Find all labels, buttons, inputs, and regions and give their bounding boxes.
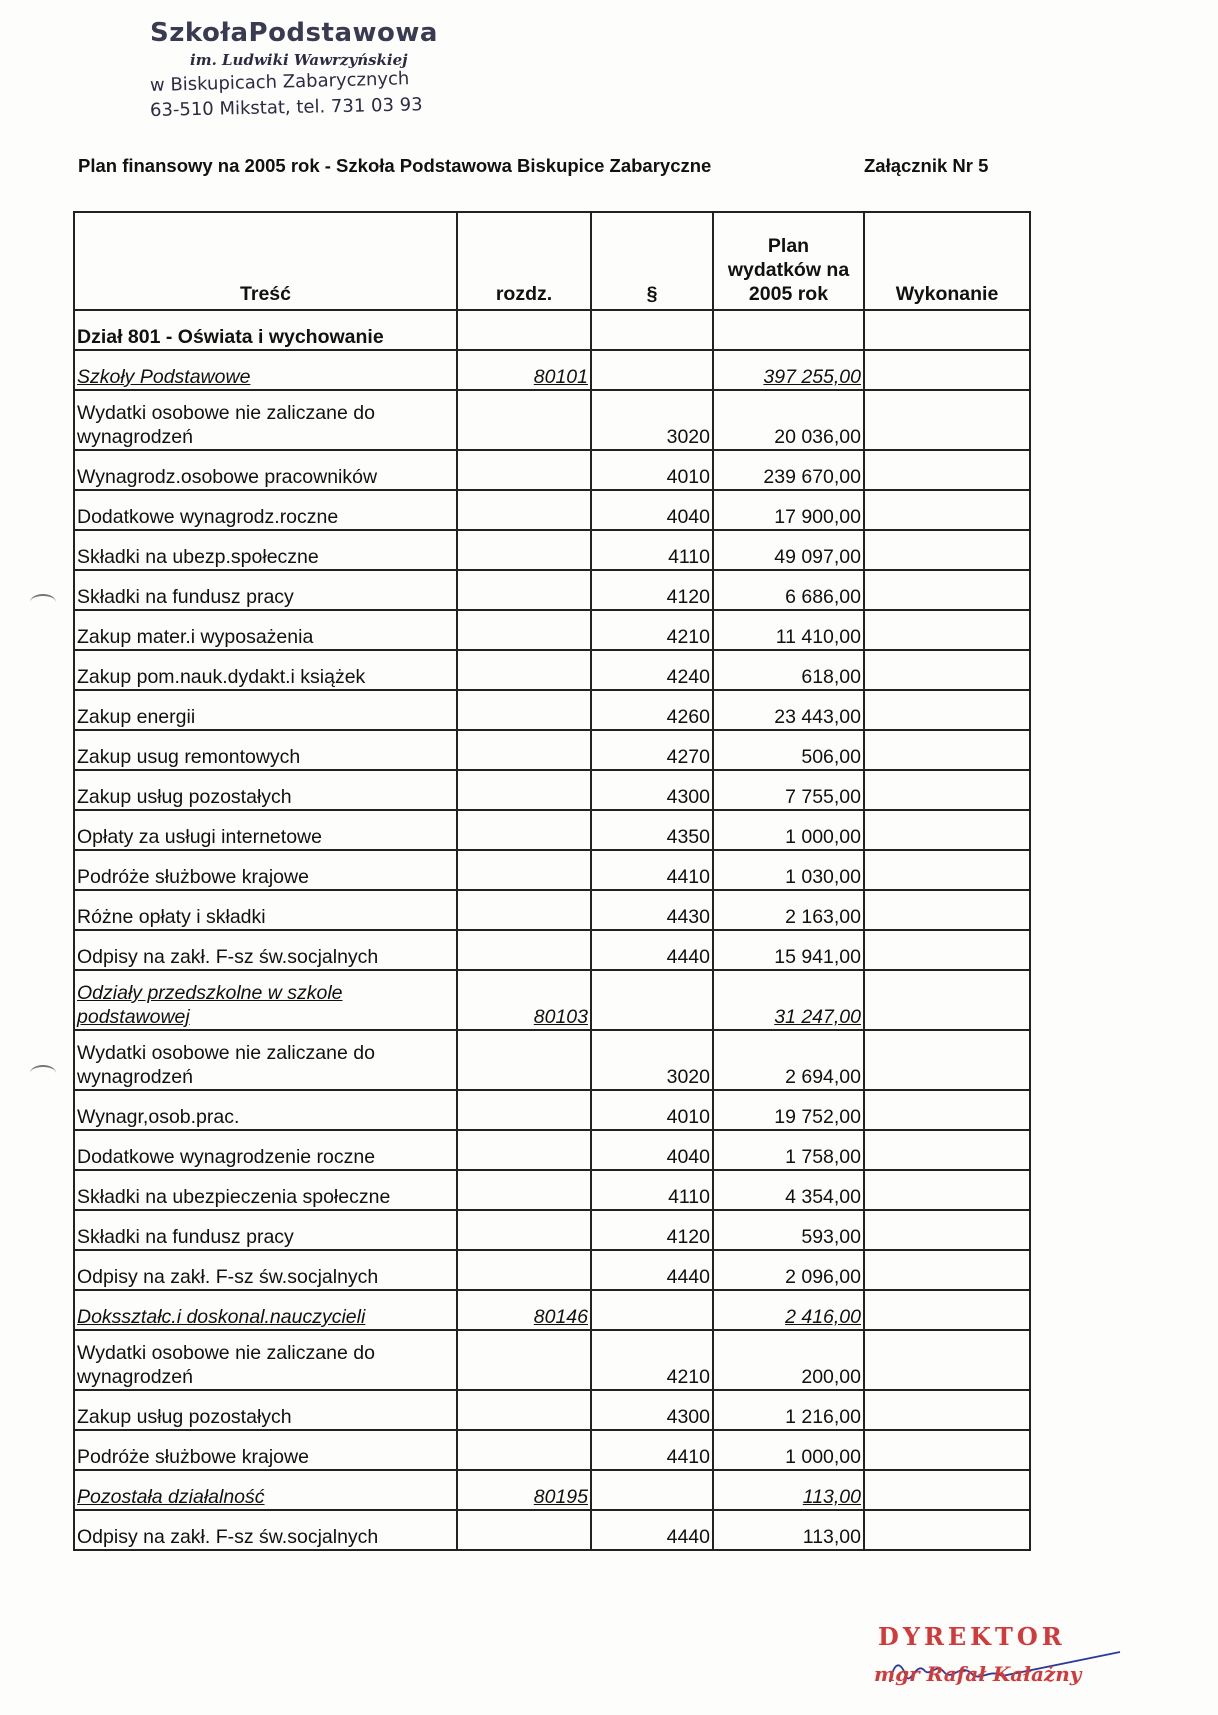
cell-wykonanie xyxy=(864,530,1030,570)
cell-paragraf xyxy=(591,1030,713,1090)
table-row xyxy=(74,1390,1030,1430)
table-row xyxy=(74,530,1030,570)
cell-tresc-text: Zakup usug remontowych xyxy=(77,746,301,768)
cell-plan xyxy=(713,350,864,390)
cell-tresc-text: Zakup energii xyxy=(77,706,196,728)
cell-plan-text: 506,00 xyxy=(801,746,861,768)
cell-tresc xyxy=(74,1390,457,1430)
table-header-row xyxy=(74,212,1030,310)
cell-paragraf-text: 4010 xyxy=(666,1106,710,1128)
cell-plan-text: 113,00 xyxy=(802,1526,861,1548)
cell-tresc xyxy=(74,450,457,490)
cell-tresc-text: Opłaty za usługi internetowe xyxy=(77,826,322,848)
cell-tresc xyxy=(74,390,457,450)
cell-tresc xyxy=(74,530,457,570)
cell-plan-text: 200,00 xyxy=(801,1366,861,1388)
cell-plan-text: 49 097,00 xyxy=(774,546,861,568)
cell-paragraf xyxy=(591,1510,713,1550)
cell-tresc-text: Doksształc.i doskonal.nauczycieli xyxy=(77,1306,366,1328)
cell-paragraf-text: 4260 xyxy=(666,706,710,728)
section-row xyxy=(74,1470,1030,1510)
cell-paragraf-text: 4410 xyxy=(666,1446,710,1468)
cell-plan xyxy=(713,770,864,810)
cell-paragraf-text: 3020 xyxy=(666,1066,710,1088)
cell-paragraf-text: 4410 xyxy=(666,866,710,888)
cell-paragraf xyxy=(591,1430,713,1470)
attachment-label: Załącznik Nr 5 xyxy=(864,155,989,176)
cell-paragraf xyxy=(591,770,713,810)
table-row xyxy=(74,1430,1030,1470)
cell-rozdz xyxy=(457,1470,591,1510)
cell-paragraf-text: 4040 xyxy=(666,1146,710,1168)
cell-paragraf xyxy=(591,1290,713,1330)
cell-tresc-text: Wynagr,osob.prac. xyxy=(77,1106,240,1128)
section-row xyxy=(74,350,1030,390)
cell-wykonanie xyxy=(864,1330,1030,1390)
cell-tresc-text: Odpisy na zakł. F-sz św.socjalnych xyxy=(77,1266,379,1288)
cell-wykonanie xyxy=(864,1210,1030,1250)
cell-plan-text: 1 216,00 xyxy=(785,1406,861,1428)
cell-tresc xyxy=(74,1430,457,1470)
cell-tresc-text: Szkoły Podstawowe xyxy=(77,366,251,388)
cell-wykonanie xyxy=(864,850,1030,890)
cell-wykonanie xyxy=(864,810,1030,850)
cell-tresc xyxy=(74,650,457,690)
header-plan-line1: Plan xyxy=(767,235,810,257)
header-rozdz: rozdz. xyxy=(457,212,591,310)
cell-plan-text: 6 686,00 xyxy=(785,586,861,608)
cell-paragraf xyxy=(591,810,713,850)
cell-rozdz xyxy=(457,850,591,890)
cell-paragraf-text: 4440 xyxy=(666,1526,710,1548)
header-paragraf: § xyxy=(591,212,713,310)
cell-tresc xyxy=(74,350,457,390)
cell-plan-text: 7 755,00 xyxy=(785,786,861,808)
cell-tresc xyxy=(74,810,457,850)
cell-wykonanie xyxy=(864,1470,1030,1510)
cell-wykonanie xyxy=(864,1250,1030,1290)
cell-rozdz xyxy=(457,350,591,390)
cell-tresc xyxy=(74,730,457,770)
cell-paragraf xyxy=(591,1170,713,1210)
stamp-school-name: SzkołaPodstawowa xyxy=(150,18,438,48)
cell-rozdz xyxy=(457,610,591,650)
cell-plan xyxy=(713,490,864,530)
cell-paragraf xyxy=(591,1470,713,1510)
header-wykonanie: Wykonanie xyxy=(864,212,1030,310)
cell-plan xyxy=(713,1510,864,1550)
cell-paragraf xyxy=(591,690,713,730)
cell-plan xyxy=(713,450,864,490)
cell-plan xyxy=(713,730,864,770)
cell-wykonanie xyxy=(864,890,1030,930)
cell-rozdz xyxy=(457,1030,591,1090)
cell-paragraf xyxy=(591,730,713,770)
cell-paragraf xyxy=(591,970,713,1030)
cell-paragraf-text: 4270 xyxy=(666,746,710,768)
cell-rozdz xyxy=(457,1430,591,1470)
table-row xyxy=(74,890,1030,930)
cell-plan-text: 593,00 xyxy=(801,1226,861,1248)
cell-paragraf xyxy=(591,570,713,610)
section-row xyxy=(74,1290,1030,1330)
cell-tresc xyxy=(74,690,457,730)
cell-tresc-text: Odpisy na zakł. F-sz św.socjalnych xyxy=(77,1526,379,1548)
cell-wykonanie xyxy=(864,650,1030,690)
cell-tresc xyxy=(74,890,457,930)
stamp-patron: im. Ludwiki Wawrzyńskiej xyxy=(190,51,408,69)
cell-plan-text: 20 036,00 xyxy=(774,426,861,448)
cell-plan-text: 1 000,00 xyxy=(785,826,861,848)
cell-tresc-text: Odpisy na zakł. F-sz św.socjalnych xyxy=(77,946,379,968)
cell-plan-text: 19 752,00 xyxy=(774,1106,861,1128)
cell-paragraf xyxy=(591,450,713,490)
cell-wykonanie xyxy=(864,1030,1030,1090)
cell-paragraf xyxy=(591,350,713,390)
cell-tresc xyxy=(74,570,457,610)
cell-tresc xyxy=(74,1170,457,1210)
cell-rozdz xyxy=(457,930,591,970)
cell-plan xyxy=(713,1090,864,1130)
section-row xyxy=(74,970,1030,1030)
cell-wykonanie xyxy=(864,730,1030,770)
cell-plan xyxy=(713,930,864,970)
document-title: Plan finansowy na 2005 rok - Szkoła Podstawowa Biskupice Zabaryczne xyxy=(78,155,712,176)
cell-tresc-text: Wynagrodz.osobowe pracowników xyxy=(77,466,378,488)
cell-tresc-text: Dodatkowe wynagrodzenie roczne xyxy=(77,1146,376,1168)
table-row xyxy=(74,1330,1030,1390)
cell-plan xyxy=(713,970,864,1030)
cell-wykonanie xyxy=(864,1390,1030,1430)
cell-paragraf xyxy=(591,890,713,930)
cell-rozdz xyxy=(457,1390,591,1430)
cell-tresc xyxy=(74,490,457,530)
table-row xyxy=(74,570,1030,610)
cell-rozdz-text: 80103 xyxy=(533,1006,588,1028)
cell-plan xyxy=(713,390,864,450)
cell-paragraf-text: 4440 xyxy=(666,946,710,968)
cell-paragraf-text: 4110 xyxy=(668,1186,710,1208)
cell-rozdz xyxy=(457,810,591,850)
cell-plan xyxy=(713,1430,864,1470)
cell-rozdz-text: 80195 xyxy=(533,1486,588,1508)
cell-rozdz xyxy=(457,690,591,730)
financial-plan-table xyxy=(73,211,1031,1551)
cell-paragraf-text: 4210 xyxy=(666,626,710,648)
cell-wykonanie xyxy=(864,1130,1030,1170)
cell-tresc-text: Składki na ubezpieczenia społeczne xyxy=(77,1186,391,1208)
cell-rozdz xyxy=(457,530,591,570)
cell-tresc-text: Odziały przedszkolne w szkole podstawowej xyxy=(77,982,343,1028)
table-row xyxy=(74,1090,1030,1130)
cell-plan-text: 15 941,00 xyxy=(774,946,861,968)
cell-plan xyxy=(713,610,864,650)
cell-wykonanie xyxy=(864,390,1030,450)
cell-plan xyxy=(713,690,864,730)
cell-plan xyxy=(713,650,864,690)
table-row xyxy=(74,690,1030,730)
cell-plan-text: 11 410,00 xyxy=(775,626,861,648)
cell-rozdz xyxy=(457,770,591,810)
table-row xyxy=(74,390,1030,450)
cell-plan xyxy=(713,1170,864,1210)
cell-rozdz xyxy=(457,1130,591,1170)
cell-plan-text: 1 000,00 xyxy=(785,1446,861,1468)
cell-tresc xyxy=(74,1470,457,1510)
cell-rozdz xyxy=(457,890,591,930)
cell-paragraf-text: 4110 xyxy=(668,546,710,568)
cell-rozdz xyxy=(457,730,591,770)
cell-wykonanie xyxy=(864,1290,1030,1330)
cell-rozdz xyxy=(457,490,591,530)
cell-rozdz xyxy=(457,970,591,1030)
cell-wykonanie xyxy=(864,1170,1030,1210)
header-plan-line2: wydatków na xyxy=(727,259,850,281)
cell-paragraf xyxy=(591,610,713,650)
cell-wykonanie xyxy=(864,350,1030,390)
cell-paragraf-text: 4300 xyxy=(666,786,710,808)
cell-plan-text: 1 030,00 xyxy=(785,866,861,888)
cell-paragraf-text: 4350 xyxy=(666,826,710,848)
cell-plan-text: 2 416,00 xyxy=(785,1306,861,1328)
cell-plan-text: 2 163,00 xyxy=(785,906,861,928)
table-row xyxy=(74,610,1030,650)
header-plan-line3: 2005 rok xyxy=(748,283,829,305)
cell-plan xyxy=(713,310,864,350)
header-plan xyxy=(713,212,864,310)
table-row xyxy=(74,810,1030,850)
cell-rozdz xyxy=(457,650,591,690)
director-title: DYREKTOR xyxy=(878,1622,1066,1651)
cell-rozdz xyxy=(457,1330,591,1390)
cell-paragraf-text: 4120 xyxy=(666,586,710,608)
table-row xyxy=(74,450,1030,490)
cell-plan xyxy=(713,810,864,850)
cell-plan-text: 31 247,00 xyxy=(774,1006,861,1028)
table-row xyxy=(74,1250,1030,1290)
cell-tresc-text: Zakup usług pozostałych xyxy=(77,1406,292,1428)
school-stamp xyxy=(150,18,490,123)
table-row xyxy=(74,770,1030,810)
cell-plan xyxy=(713,1290,864,1330)
cell-wykonanie xyxy=(864,770,1030,810)
cell-tresc-text: Różne opłaty i składki xyxy=(77,906,266,928)
cell-tresc-text: Zakup usług pozostałych xyxy=(77,786,292,808)
cell-paragraf-text: 4440 xyxy=(666,1266,710,1288)
cell-tresc xyxy=(74,610,457,650)
cell-paragraf-text: 4210 xyxy=(666,1366,710,1388)
cell-paragraf-text: 4240 xyxy=(666,666,710,688)
cell-wykonanie xyxy=(864,570,1030,610)
director-name: mgr Rafał Kałażny xyxy=(874,1662,1082,1686)
cell-tresc-text: Wydatki osobowe nie zaliczane do wynagrodzeń xyxy=(77,1042,375,1088)
cell-wykonanie xyxy=(864,1090,1030,1130)
cell-paragraf xyxy=(591,930,713,970)
cell-plan xyxy=(713,1030,864,1090)
cell-tresc-text: Podróże służbowe krajowe xyxy=(77,1446,309,1468)
stamp-address: 63-510 Mikstat, tel. 731 03 93 xyxy=(149,94,423,121)
director-stamp xyxy=(860,1622,1140,1702)
cell-rozdz xyxy=(457,1210,591,1250)
cell-wykonanie xyxy=(864,690,1030,730)
cell-tresc xyxy=(74,1030,457,1090)
division-row xyxy=(74,310,1030,350)
cell-paragraf xyxy=(591,1330,713,1390)
cell-rozdz xyxy=(457,390,591,450)
table-row xyxy=(74,490,1030,530)
cell-tresc-text: Dział 801 - Oświata i wychowanie xyxy=(77,326,384,348)
cell-tresc xyxy=(74,1290,457,1330)
table-row xyxy=(74,730,1030,770)
cell-paragraf xyxy=(591,1090,713,1130)
cell-wykonanie xyxy=(864,1430,1030,1470)
table-row xyxy=(74,650,1030,690)
cell-rozdz xyxy=(457,1090,591,1130)
cell-tresc-text: Składki na ubezp.społeczne xyxy=(77,546,319,568)
cell-tresc-text: Składki na fundusz pracy xyxy=(77,1226,294,1248)
cell-tresc xyxy=(74,1090,457,1130)
cell-wykonanie xyxy=(864,610,1030,650)
cell-plan xyxy=(713,1250,864,1290)
cell-tresc xyxy=(74,1210,457,1250)
margin-mark xyxy=(30,594,56,610)
cell-tresc xyxy=(74,930,457,970)
cell-plan xyxy=(713,1330,864,1390)
cell-tresc-text: Zakup mater.i wyposażenia xyxy=(77,626,314,648)
cell-paragraf xyxy=(591,310,713,350)
cell-plan xyxy=(713,850,864,890)
cell-paragraf xyxy=(591,1250,713,1290)
cell-tresc-text: Składki na fundusz pracy xyxy=(77,586,294,608)
cell-paragraf xyxy=(591,490,713,530)
cell-plan-text: 1 758,00 xyxy=(785,1146,861,1168)
stamp-location: w Biskupicach Zabarycznych xyxy=(149,68,410,96)
cell-tresc-text: Dodatkowe wynagrodz.roczne xyxy=(77,506,339,528)
cell-rozdz-text: 80101 xyxy=(533,366,588,388)
cell-plan-text: 2 694,00 xyxy=(785,1066,861,1088)
cell-plan xyxy=(713,1390,864,1430)
cell-paragraf xyxy=(591,1390,713,1430)
cell-tresc xyxy=(74,1130,457,1170)
cell-wykonanie xyxy=(864,450,1030,490)
cell-plan-text: 397 255,00 xyxy=(763,366,861,388)
cell-wykonanie xyxy=(864,970,1030,1030)
cell-tresc-text: Wydatki osobowe nie zaliczane do wynagrodzeń xyxy=(77,402,375,448)
cell-tresc xyxy=(74,770,457,810)
cell-paragraf xyxy=(591,850,713,890)
cell-tresc-text: Wydatki osobowe nie zaliczane do wynagrodzeń xyxy=(77,1342,375,1388)
table-row xyxy=(74,1030,1030,1090)
cell-plan-text: 23 443,00 xyxy=(774,706,861,728)
cell-paragraf xyxy=(591,530,713,570)
cell-wykonanie xyxy=(864,490,1030,530)
cell-rozdz xyxy=(457,310,591,350)
cell-paragraf-text: 4010 xyxy=(666,466,710,488)
cell-rozdz xyxy=(457,1250,591,1290)
cell-paragraf-text: 4430 xyxy=(666,906,710,928)
cell-plan-text: 239 670,00 xyxy=(763,466,861,488)
cell-rozdz xyxy=(457,1170,591,1210)
cell-plan-text: 113,00 xyxy=(802,1486,861,1508)
header-tresc: Treść xyxy=(74,212,457,310)
cell-tresc xyxy=(74,970,457,1030)
cell-tresc-text: Pozostała działalność xyxy=(77,1486,265,1508)
cell-plan-text: 4 354,00 xyxy=(785,1186,861,1208)
cell-tresc xyxy=(74,1250,457,1290)
cell-tresc-text: Zakup pom.nauk.dydakt.i książek xyxy=(77,666,366,688)
cell-tresc xyxy=(74,1510,457,1550)
cell-rozdz-text: 80146 xyxy=(533,1306,588,1328)
margin-mark xyxy=(30,1065,56,1081)
cell-plan xyxy=(713,530,864,570)
cell-paragraf xyxy=(591,390,713,450)
table-row xyxy=(74,850,1030,890)
cell-paragraf-text: 4300 xyxy=(666,1406,710,1428)
cell-wykonanie xyxy=(864,310,1030,350)
table-row xyxy=(74,1170,1030,1210)
cell-plan-text: 2 096,00 xyxy=(785,1266,861,1288)
cell-tresc-text: Podróże służbowe krajowe xyxy=(77,866,309,888)
cell-wykonanie xyxy=(864,930,1030,970)
cell-tresc xyxy=(74,310,457,350)
cell-wykonanie xyxy=(864,1510,1030,1550)
cell-paragraf xyxy=(591,650,713,690)
cell-plan xyxy=(713,1210,864,1250)
cell-plan xyxy=(713,1130,864,1170)
table-row xyxy=(74,1510,1030,1550)
table-row xyxy=(74,1130,1030,1170)
table-row xyxy=(74,930,1030,970)
cell-rozdz xyxy=(457,1290,591,1330)
cell-plan-text: 17 900,00 xyxy=(774,506,861,528)
cell-rozdz xyxy=(457,570,591,610)
cell-tresc xyxy=(74,1330,457,1390)
table-row xyxy=(74,1210,1030,1250)
cell-paragraf-text: 4120 xyxy=(666,1226,710,1248)
cell-plan xyxy=(713,890,864,930)
cell-rozdz xyxy=(457,1510,591,1550)
cell-plan xyxy=(713,570,864,610)
cell-paragraf xyxy=(591,1210,713,1250)
cell-paragraf xyxy=(591,1130,713,1170)
cell-plan xyxy=(713,1470,864,1510)
cell-paragraf-text: 4040 xyxy=(666,506,710,528)
cell-rozdz xyxy=(457,450,591,490)
cell-plan-text: 618,00 xyxy=(801,666,861,688)
cell-paragraf-text: 3020 xyxy=(666,426,710,448)
cell-tresc xyxy=(74,850,457,890)
